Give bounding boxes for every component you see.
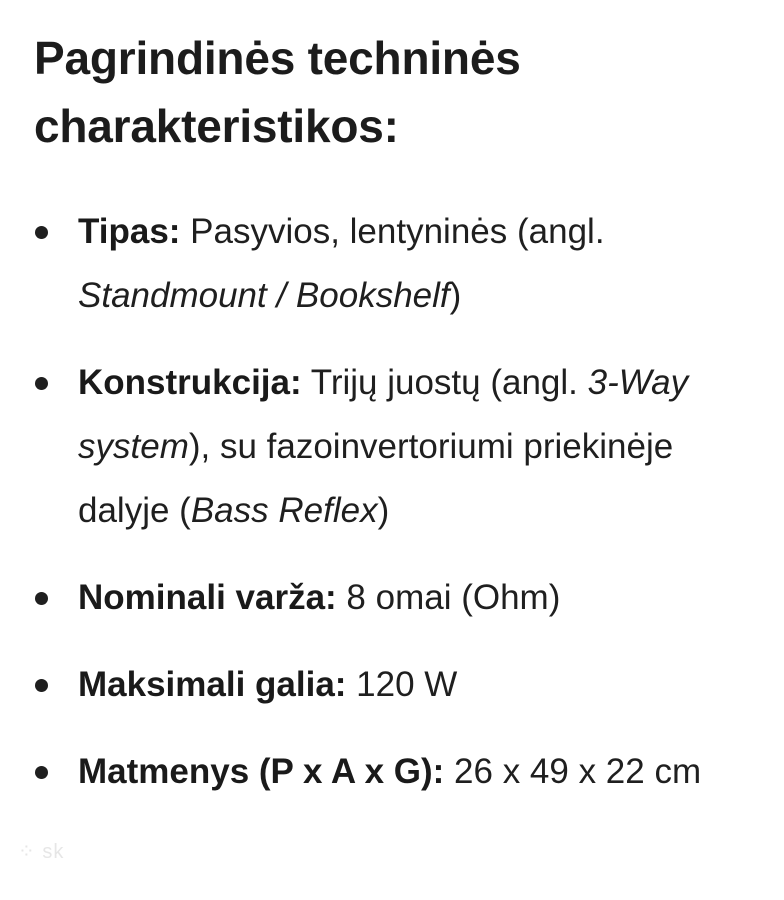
spec-item-dimensions — [0, 740, 784, 804]
spec-list — [0, 200, 784, 804]
bullet-icon — [35, 377, 48, 390]
spec-value: ), su fazoinvertoriumi priekinėje dalyje ( — [78, 427, 674, 530]
spec-value: Trijų juostų (angl. — [301, 363, 588, 402]
spec-value: 120 W — [346, 665, 458, 704]
spec-value: Pasyvios, lentyninės (angl. — [180, 212, 605, 251]
spec-label: Maksimali galia: — [78, 665, 347, 704]
bullet-icon — [35, 592, 48, 605]
spec-value: 26 x 49 x 22 cm — [444, 752, 702, 791]
watermark-logo: ⁘ sk — [18, 841, 65, 863]
spec-label: Tipas: — [78, 212, 181, 251]
spec-item-construction — [0, 351, 784, 543]
page-heading: Pagrindinės techninės charakteristikos: — [34, 32, 521, 152]
spec-item-max-power — [0, 653, 784, 717]
spec-label: Nominali varža: — [78, 578, 337, 617]
spec-label: Matmenys (P x A x G): — [78, 752, 445, 791]
spec-value-italic: Standmount / Bookshelf — [78, 276, 450, 315]
bullet-icon — [35, 226, 48, 239]
spec-label: Konstrukcija: — [78, 363, 302, 402]
spec-value: 8 omai (Ohm) — [336, 578, 561, 617]
spec-value-italic: 3-Way system — [78, 363, 689, 466]
spec-value: ) — [377, 491, 390, 530]
bullet-icon — [35, 766, 48, 779]
spec-value: ) — [449, 276, 462, 315]
bullet-icon — [35, 679, 48, 692]
spec-item-impedance — [0, 566, 784, 630]
spec-item-type — [0, 200, 784, 328]
spec-value-italic: Bass Reflex — [190, 491, 378, 530]
